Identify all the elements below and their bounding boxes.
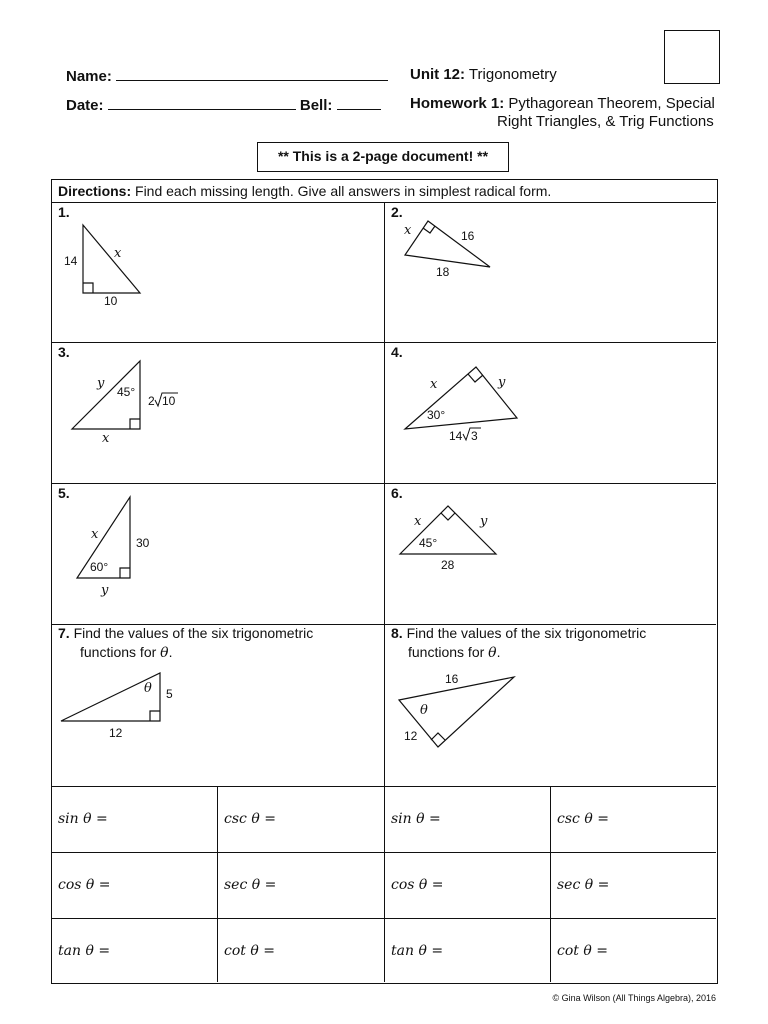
- side-label: x: [114, 246, 122, 261]
- name-label: Name:: [66, 68, 112, 85]
- unit-title: Trigonometry: [468, 66, 557, 83]
- problem-1-number: 1.: [58, 204, 70, 220]
- side-label: y: [480, 514, 488, 529]
- side-label: x: [430, 377, 438, 392]
- angle-label: θ: [420, 703, 428, 718]
- unit-label: Unit 12:: [410, 66, 466, 83]
- copyright-footer: © Gina Wilson (All Things Algebra), 2016: [552, 993, 716, 1003]
- sec-cell[interactable]: sec θ =: [224, 877, 277, 893]
- right-angle-marker: [423, 226, 435, 233]
- sec-cell[interactable]: sec θ =: [557, 877, 610, 893]
- side-label: 16: [445, 672, 459, 686]
- cot-cell[interactable]: cot θ =: [557, 943, 608, 959]
- right-angle-marker: [130, 419, 140, 429]
- homework-title-line2: Right Triangles, & Trig Functions: [497, 113, 714, 130]
- right-angle-marker: [441, 513, 455, 520]
- side-label: 30: [136, 536, 150, 550]
- side-label: 14: [64, 254, 78, 268]
- tan-cell[interactable]: tan θ =: [58, 943, 111, 959]
- csc-cell[interactable]: csc θ =: [557, 811, 609, 827]
- side-label: 10: [104, 294, 118, 308]
- side-label: x: [404, 223, 412, 238]
- side-label: 5: [166, 687, 173, 701]
- side-label: 16: [461, 229, 475, 243]
- problem-8-number: 8.: [391, 625, 403, 641]
- problem-3-number: 3.: [58, 344, 70, 360]
- right-angle-marker: [83, 283, 93, 293]
- problem-6-number: 6.: [391, 485, 403, 501]
- problem-4-number: 4.: [391, 344, 403, 360]
- side-label: 12: [109, 726, 123, 740]
- sin-cell[interactable]: sin θ =: [391, 811, 441, 827]
- problem-2-number: 2.: [391, 204, 403, 220]
- side-label: x: [414, 514, 422, 529]
- problem-7-number: 7.: [58, 625, 70, 641]
- angle-label: 60°: [90, 560, 109, 574]
- theta-symbol: θ: [488, 645, 497, 661]
- side-label: 10: [162, 394, 176, 408]
- cos-cell[interactable]: cos θ =: [391, 877, 444, 893]
- right-angle-marker: [120, 568, 130, 578]
- theta-symbol: θ: [160, 645, 169, 661]
- problem-8-text-line2: functions for θ.: [408, 644, 501, 661]
- right-angle-marker: [468, 374, 483, 382]
- side-label: 3: [471, 429, 478, 443]
- angle-label: 45°: [117, 385, 136, 399]
- side-label: 18: [436, 265, 450, 279]
- problem-5-number: 5.: [58, 485, 70, 501]
- tan-cell[interactable]: tan θ =: [391, 943, 444, 959]
- problem-8-text-line1: 8. Find the values of the six trigonometric: [391, 625, 647, 641]
- problem-7-text-line2: functions for θ.: [80, 644, 173, 661]
- angle-label: 30°: [427, 408, 446, 422]
- csc-cell[interactable]: csc θ =: [224, 811, 276, 827]
- right-angle-marker: [431, 733, 445, 740]
- directions-label: Directions:: [58, 183, 132, 199]
- homework-label: Homework 1:: [410, 95, 505, 112]
- side-label: x: [102, 431, 110, 446]
- sin-cell[interactable]: sin θ =: [58, 811, 108, 827]
- side-label: y: [498, 375, 506, 390]
- cot-cell[interactable]: cot θ =: [224, 943, 275, 959]
- directions-text: Find each missing length. Give all answers in simplest radical form.: [135, 183, 552, 199]
- date-label: Date:: [66, 97, 104, 114]
- right-angle-marker: [150, 711, 160, 721]
- triangle-2: [405, 221, 490, 267]
- cos-cell[interactable]: cos θ =: [58, 877, 111, 893]
- side-label: y: [101, 583, 109, 598]
- side-label: 12: [404, 729, 418, 743]
- side-label: y: [97, 376, 105, 391]
- two-page-notice: ** This is a 2-page document! **: [257, 142, 509, 172]
- side-label: 2: [148, 394, 155, 408]
- side-label: 28: [441, 558, 455, 572]
- homework-title-line1: Pythagorean Theorem, Special: [508, 95, 715, 112]
- side-label: x: [91, 527, 99, 542]
- side-label: 14: [449, 429, 463, 443]
- angle-label: θ: [144, 681, 152, 696]
- problem-7-text-line1: 7. Find the values of the six trigonometric: [58, 625, 314, 641]
- bell-label: Bell:: [299, 97, 333, 114]
- angle-label: 45°: [419, 536, 438, 550]
